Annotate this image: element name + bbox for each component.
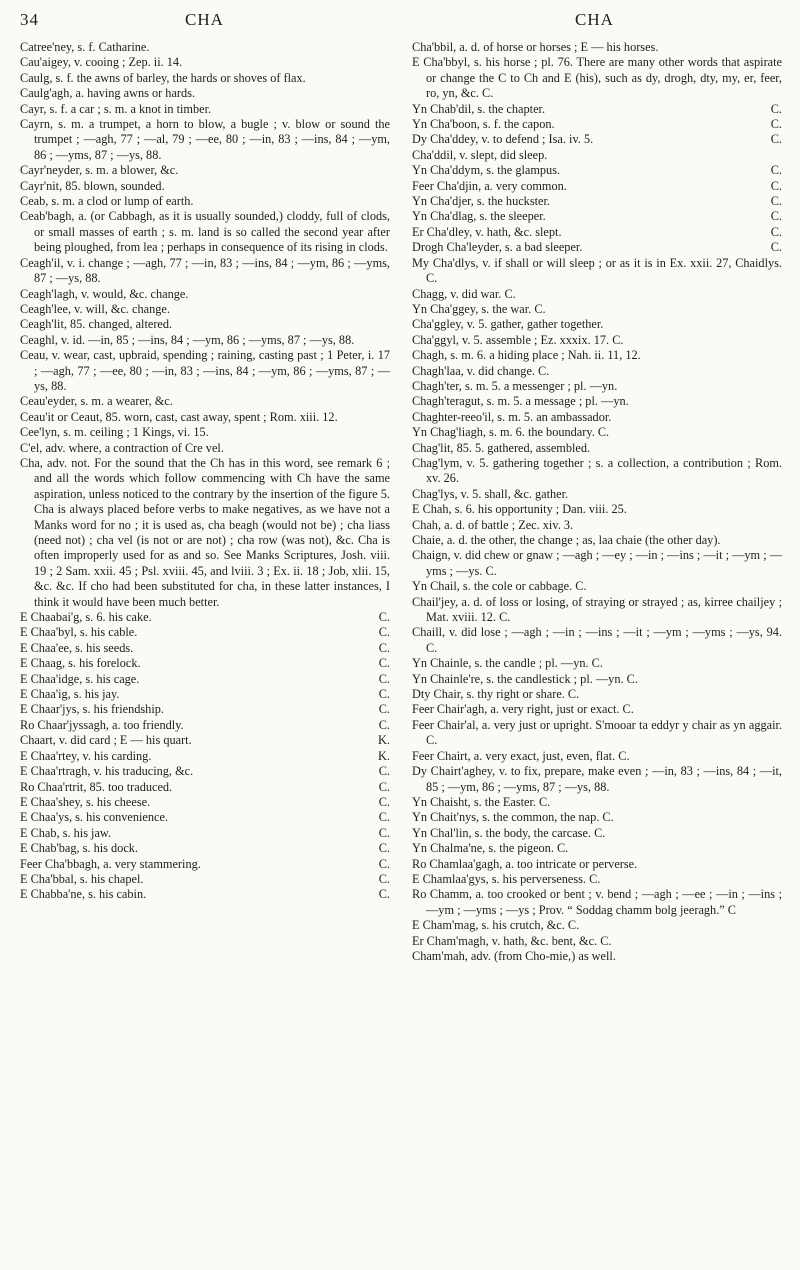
entry-key: C.: [378, 779, 390, 794]
dictionary-entry: Cayr, s. f. a car ; s. m. a knot in timber.: [20, 101, 212, 116]
dictionary-entry: Cau'aigey, v. cooing ; Zep. ii. 14.: [20, 55, 183, 70]
entry-text: E Chaa'rtragh, v. his traducing, &c.: [20, 764, 194, 779]
entry-key: C.: [378, 887, 390, 902]
dictionary-entry: [20, 780, 390, 795]
entry-key: C.: [378, 764, 390, 779]
entry-text: Feer Cha'djin, a. very common.: [412, 178, 567, 193]
dictionary-entry: Chaie, a. d. the other, the change ; as, laa chaie (the other day).: [412, 533, 721, 547]
dictionary-entry: Ro Chamm, a. too crooked or bent ; v. bend ; —agh ; —ee ; —in ; —ins ; —ym ; —yms ; —ys ; Prov. “ Soddag chamm bolg jeeragh.” C: [412, 887, 782, 917]
dictionary-entry: Caulg'agh, a. having awns or hards.: [20, 86, 196, 101]
dictionary-entry: [20, 687, 390, 702]
entry-key: C.: [770, 224, 782, 239]
entry-text: E Chaabai'g, s. 6. his cake.: [20, 610, 152, 625]
dictionary-entry: Chagh'laa, v. did change. C.: [412, 363, 550, 378]
entry-key: C.: [378, 671, 390, 686]
dictionary-entry: [412, 163, 782, 178]
dictionary-entry: [20, 841, 390, 856]
dictionary-entry: [20, 749, 390, 764]
dictionary-entry: Cayr'nit, 85. blown, sounded.: [20, 178, 165, 193]
dictionary-entry: Ceab, s. m. a clod or lump of earth.: [20, 194, 194, 209]
dictionary-entry: Chag'lym, v. 5. gathering together ; s. a collection, a contribution ; Rom. xv. 26.: [412, 455, 782, 486]
entry-key: C.: [770, 178, 782, 193]
dictionary-entry: Caulg, s. f. the awns of barley, the hards or shoves of flax.: [20, 70, 306, 85]
dictionary-entry: Chaill, v. did lose ; —agh ; —in ; —ins ; —it ; —ym ; —yms ; —ys, 94. C.: [412, 625, 782, 655]
entry-text: E Chaag, s. his forelock.: [20, 656, 141, 671]
entry-text: Feer Cha'bbagh, a. very stammering.: [20, 856, 201, 871]
dictionary-entry: Yn Chal'lin, s. the body, the carcase. C.: [412, 825, 606, 840]
entry-key: C.: [770, 132, 782, 147]
entry-key: C.: [770, 117, 782, 132]
entry-text: Yn Chab'dil, s. the chapter.: [412, 101, 546, 116]
entry-text: Yn Cha'boon, s. f. the capon.: [412, 117, 555, 132]
dictionary-entry: Chah, a. d. of battle ; Zec. xiv. 3.: [412, 517, 574, 532]
dictionary-entry: Ceagh'il, v. i. change ; —agh, 77 ; —in, 83 ; —ins, 84 ; —ym, 86 ; —yms, 87 ; —ys, 88.: [20, 255, 390, 286]
entry-text: Ro Chaar'jyssagh, a. too friendly.: [20, 717, 184, 732]
dictionary-entry: Chag'lys, v. 5. shall, &c. gather.: [412, 486, 569, 501]
entry-text: Drogh Cha'leyder, s. a bad sleeper.: [412, 240, 583, 255]
entry-key: C.: [770, 209, 782, 224]
dictionary-entry: [20, 641, 390, 656]
dictionary-entry: [20, 872, 390, 887]
entry-key: C.: [378, 640, 390, 655]
dictionary-entry: E Chah, s. 6. his opportunity ; Dan. viii. 25.: [412, 502, 627, 517]
entry-text: Ro Chaa'rtrit, 85. too traduced.: [20, 779, 173, 794]
dictionary-entry: Yn Chalma'ne, s. the pigeon. C.: [412, 841, 569, 856]
dictionary-entry: [20, 733, 390, 748]
entry-key: C.: [378, 717, 390, 732]
dictionary-entry: Cham'mah, adv. (from Cho-mie,) as well.: [412, 948, 616, 963]
dictionary-entry: [412, 117, 782, 132]
dictionary-entry: [20, 826, 390, 841]
entry-text: Yn Cha'djer, s. the huckster.: [412, 194, 550, 209]
dictionary-entry: [412, 132, 782, 147]
dictionary-entry: Feer Chair'agh, a. very right, just or exact. C.: [412, 702, 634, 717]
dictionary-entry: Chag'lit, 85. 5. gathered, assembled.: [412, 440, 591, 455]
dictionary-entry: [412, 179, 782, 194]
entry-text: Chaart, v. did card ; E — his quart.: [20, 733, 192, 748]
dictionary-entry: Chail'jey, a. d. of loss or losing, of straying or strayed ; as, kirree chailjey ; Mat. xviii. 12. C.: [412, 594, 782, 625]
dictionary-entry: Yn Chait'nys, s. the common, the nap. C.: [412, 810, 614, 825]
dictionary-entry: E Cha'bbyl, s. his horse ; pl. 76. There are many other words that aspirate or change the C to Ch and E (his), such as dy, drogh, dty, my, er, feer, ro, yn, &c. C.: [412, 55, 782, 101]
dictionary-entry: Cha'ggley, v. 5. gather, gather together.: [412, 317, 604, 332]
dictionary-entry: [20, 857, 390, 872]
dictionary-entry: [412, 194, 782, 209]
dictionary-entry: C'el, adv. where, a contraction of Cre vel.: [20, 440, 224, 455]
dictionary-entry: E Chamlaa'gys, s. his perverseness. C.: [412, 871, 601, 886]
entry-text: E Chaa'byl, s. his cable.: [20, 625, 138, 640]
entry-key: C.: [378, 825, 390, 840]
entry-text: E Chaa'ig, s. his jay.: [20, 687, 120, 702]
entry-text: E Chaar'jys, s. his friendship.: [20, 702, 164, 717]
entry-text: Yn Cha'ddym, s. the glampus.: [412, 163, 561, 178]
entry-key: C.: [378, 810, 390, 825]
entry-text: Er Cha'dley, v. hath, &c. slept.: [412, 224, 562, 239]
entry-key: C.: [378, 610, 390, 625]
dictionary-entry: [20, 887, 390, 902]
dictionary-entry: Chaign, v. did chew or gnaw ; —agh ; —ey ; —in ; —ins ; —it ; —ym ; —yms ; —ys. C.: [412, 548, 782, 578]
entry-key: C.: [378, 856, 390, 871]
dictionary-entry: Chagg, v. did war. C.: [412, 286, 516, 301]
entry-text: E Chab, s. his jaw.: [20, 825, 112, 840]
dictionary-entry: Ceagh'lagh, v. would, &c. change.: [20, 286, 189, 301]
entry-text: E Chabba'ne, s. his cabin.: [20, 887, 147, 902]
entry-key: C.: [770, 101, 782, 116]
dictionary-entry: Ceagh'lee, v. will, &c. change.: [20, 301, 170, 316]
dictionary-entry: Ceab'bagh, a. (or Cabbagh, as it is usually sounded,) cloddy, full of clods, or small masses of earth ; s. m. land is so called the second year after being ploughed, from lea ; perhaps in consequence of its rising in clods.: [20, 209, 390, 255]
dictionary-entry: Ceau'it or Ceaut, 85. worn, cast, cast away, spent ; Rom. xiii. 12.: [20, 409, 338, 424]
dictionary-entry: Er Cham'magh, v. hath, &c. bent, &c. C.: [412, 933, 612, 948]
dictionary-entry: Cee'lyn, s. m. ceiling ; 1 Kings, vi. 15.: [20, 425, 209, 440]
dictionary-entry: Cha, adv. not. For the sound that the Ch has in this word, see remark 6 ; and all the words which follow commencing with Ch have the same aspiration, unless noticed to the contrary by the insertion of the figure 5. Cha is always placed before verbs to make negatives, as we have not a Manks word for no ; it is used as, cha beagh (would not be) ; cha liass (need not) ; cha vel (is not or are not) ; cha row (was not), &c. Cha is often improperly used for as and so. See Manks Scriptures, Josh. viii. 19 ; 2 Sam. xxii. 45 ; Psl. xviii. 45, and lviii. 3 ; Ex. ii. 18 ; Job, xlii. 15, &c. &c. If cho had been substituted for cha, in these latter instances, I think it would have been much better.: [20, 455, 390, 609]
dictionary-entry: Chagh'teragut, s. m. 5. a message ; pl. —yn.: [412, 394, 629, 409]
dictionary-entry: Chagh, s. m. 6. a hiding place ; Nah. ii. 11, 12.: [412, 348, 641, 363]
entry-text: E Chaa'shey, s. his cheese.: [20, 794, 151, 809]
dictionary-entry: Yn Chainle, s. the candle ; pl. —yn. C.: [412, 656, 603, 671]
dictionary-entry: [20, 718, 390, 733]
entry-key: C.: [770, 240, 782, 255]
dictionary-entry: Ceau, v. wear, cast, upbraid, spending ; raining, casting past ; 1 Peter, i. 17 ; —agh, 77 ; —ee, 80 ; —in, 83 ; —ins, 84 ; —ym, 86 ; —yms, 87 ; —ys, 88.: [20, 348, 390, 393]
entry-key: C.: [378, 656, 390, 671]
dictionary-entry: Dty Chair, s. thy right or share. C.: [412, 687, 580, 702]
dictionary-entry: Feer Chair'al, a. very just or upright. S'mooar ta eddyr y chair as yn aggair. C.: [412, 717, 782, 748]
dictionary-entry: Chagh'ter, s. m. 5. a messenger ; pl. —yn.: [412, 378, 618, 393]
dictionary-entry: [412, 209, 782, 224]
entry-key: C.: [378, 871, 390, 886]
dictionary-entry: Yn Cha'ggey, s. the war. C.: [412, 301, 546, 316]
dictionary-entry: Dy Chairt'aghey, v. to fix, prepare, make even ; —in, 83 ; —ins, 84 ; —it, 85 ; —ym, 86 ; —yms, 87 ; —ys, 88.: [412, 764, 782, 794]
dictionary-entry: [20, 610, 390, 625]
entry-text: E Chaa'rtey, v. his carding.: [20, 748, 152, 763]
entry-key: C.: [770, 194, 782, 209]
dictionary-entry: [20, 795, 390, 810]
dictionary-entry: Yn Chag'liagh, s. m. 6. the boundary. C.: [412, 425, 610, 440]
entry-text: E Chaa'idge, s. his cage.: [20, 671, 140, 686]
dictionary-entry: [412, 225, 782, 240]
dictionary-entry: Ceau'eyder, s. m. a wearer, &c.: [20, 394, 173, 409]
dictionary-entry: Chaghter-reeo'il, s. m. 5. an ambassador.: [412, 409, 612, 424]
running-head-left: CHA: [185, 10, 224, 29]
dictionary-entry: [20, 702, 390, 717]
entry-text: E Chaa'ee, s. his seeds.: [20, 640, 134, 655]
dictionary-entry: Ro Chamlaa'gagh, a. too intricate or perverse.: [412, 856, 638, 871]
dictionary-entry: [20, 625, 390, 640]
dictionary-entry: My Cha'dlys, v. if shall or will sleep ; or as it is in Ex. xxii. 27, Chaidlys. C.: [412, 255, 782, 286]
entry-key: C.: [378, 841, 390, 856]
page-number: 34: [20, 10, 39, 29]
dictionary-entry: Yn Chail, s. the cole or cabbage. C.: [412, 579, 587, 594]
dictionary-entry: Cayr'neyder, s. m. a blower, &c.: [20, 163, 179, 178]
dictionary-entry: Yn Chainle're, s. the candlestick ; pl. —yn. C.: [412, 671, 638, 686]
entry-key: C.: [770, 163, 782, 178]
entry-key: [760, 148, 782, 163]
dictionary-entry: [20, 764, 390, 779]
dictionary-entry: Ceaghl, v. id. —in, 85 ; —ins, 84 ; —ym, 86 ; —yms, 87 ; —ys, 88.: [20, 332, 355, 347]
left-column: [20, 40, 390, 903]
dictionary-entry: [412, 148, 782, 163]
dictionary-entry: Catree'ney, s. f. Catharine.: [20, 40, 150, 54]
dictionary-entry: Cha'ggyl, v. 5. assemble ; Ez. xxxix. 17. C.: [412, 332, 624, 347]
dictionary-entry: E Cham'mag, s. his crutch, &c. C.: [412, 918, 580, 933]
right-column: [412, 40, 782, 964]
entry-text: E Cha'bbal, s. his chapel.: [20, 871, 144, 886]
entry-text: E Chaa'ys, s. his convenience.: [20, 810, 169, 825]
entry-text: Yn Cha'dlag, s. the sleeper.: [412, 209, 546, 224]
dictionary-entry: [20, 810, 390, 825]
dictionary-entry: [20, 672, 390, 687]
dictionary-entry: Cayrn, s. m. a trumpet, a horn to blow, a bugle ; v. blow or sound the trumpet ; —agh, 77 ; —al, 79 ; —ee, 80 ; —in, 83 ; —ins, 84 ; —ym, 86 ; —yms, 87 ; —ys, 88.: [20, 117, 390, 162]
entry-key: C.: [378, 625, 390, 640]
running-head-right: CHA: [575, 10, 614, 29]
entry-key: C.: [378, 702, 390, 717]
dictionary-entry: [412, 102, 782, 117]
entry-text: Cha'ddil, v. slept, did sleep.: [412, 147, 548, 162]
entry-key: C.: [378, 794, 390, 809]
entry-key: C.: [378, 687, 390, 702]
dictionary-entry: Ceagh'lit, 85. changed, altered.: [20, 317, 173, 332]
entry-key: K.: [378, 733, 390, 748]
entry-key: K.: [378, 748, 390, 763]
dictionary-entry: [20, 656, 390, 671]
dictionary-entry: Cha'bbil, a. d. of horse or horses ; E — his horses.: [412, 40, 659, 54]
entry-text: E Chab'bag, s. his dock.: [20, 841, 138, 856]
dictionary-entry: Feer Chairt, a. very exact, just, even, flat. C.: [412, 748, 630, 763]
entry-text: Dy Cha'ddey, v. to defend ; Isa. iv. 5.: [412, 132, 594, 147]
dictionary-entry: [412, 240, 782, 255]
dictionary-entry: Yn Chaisht, s. the Easter. C.: [412, 794, 551, 809]
